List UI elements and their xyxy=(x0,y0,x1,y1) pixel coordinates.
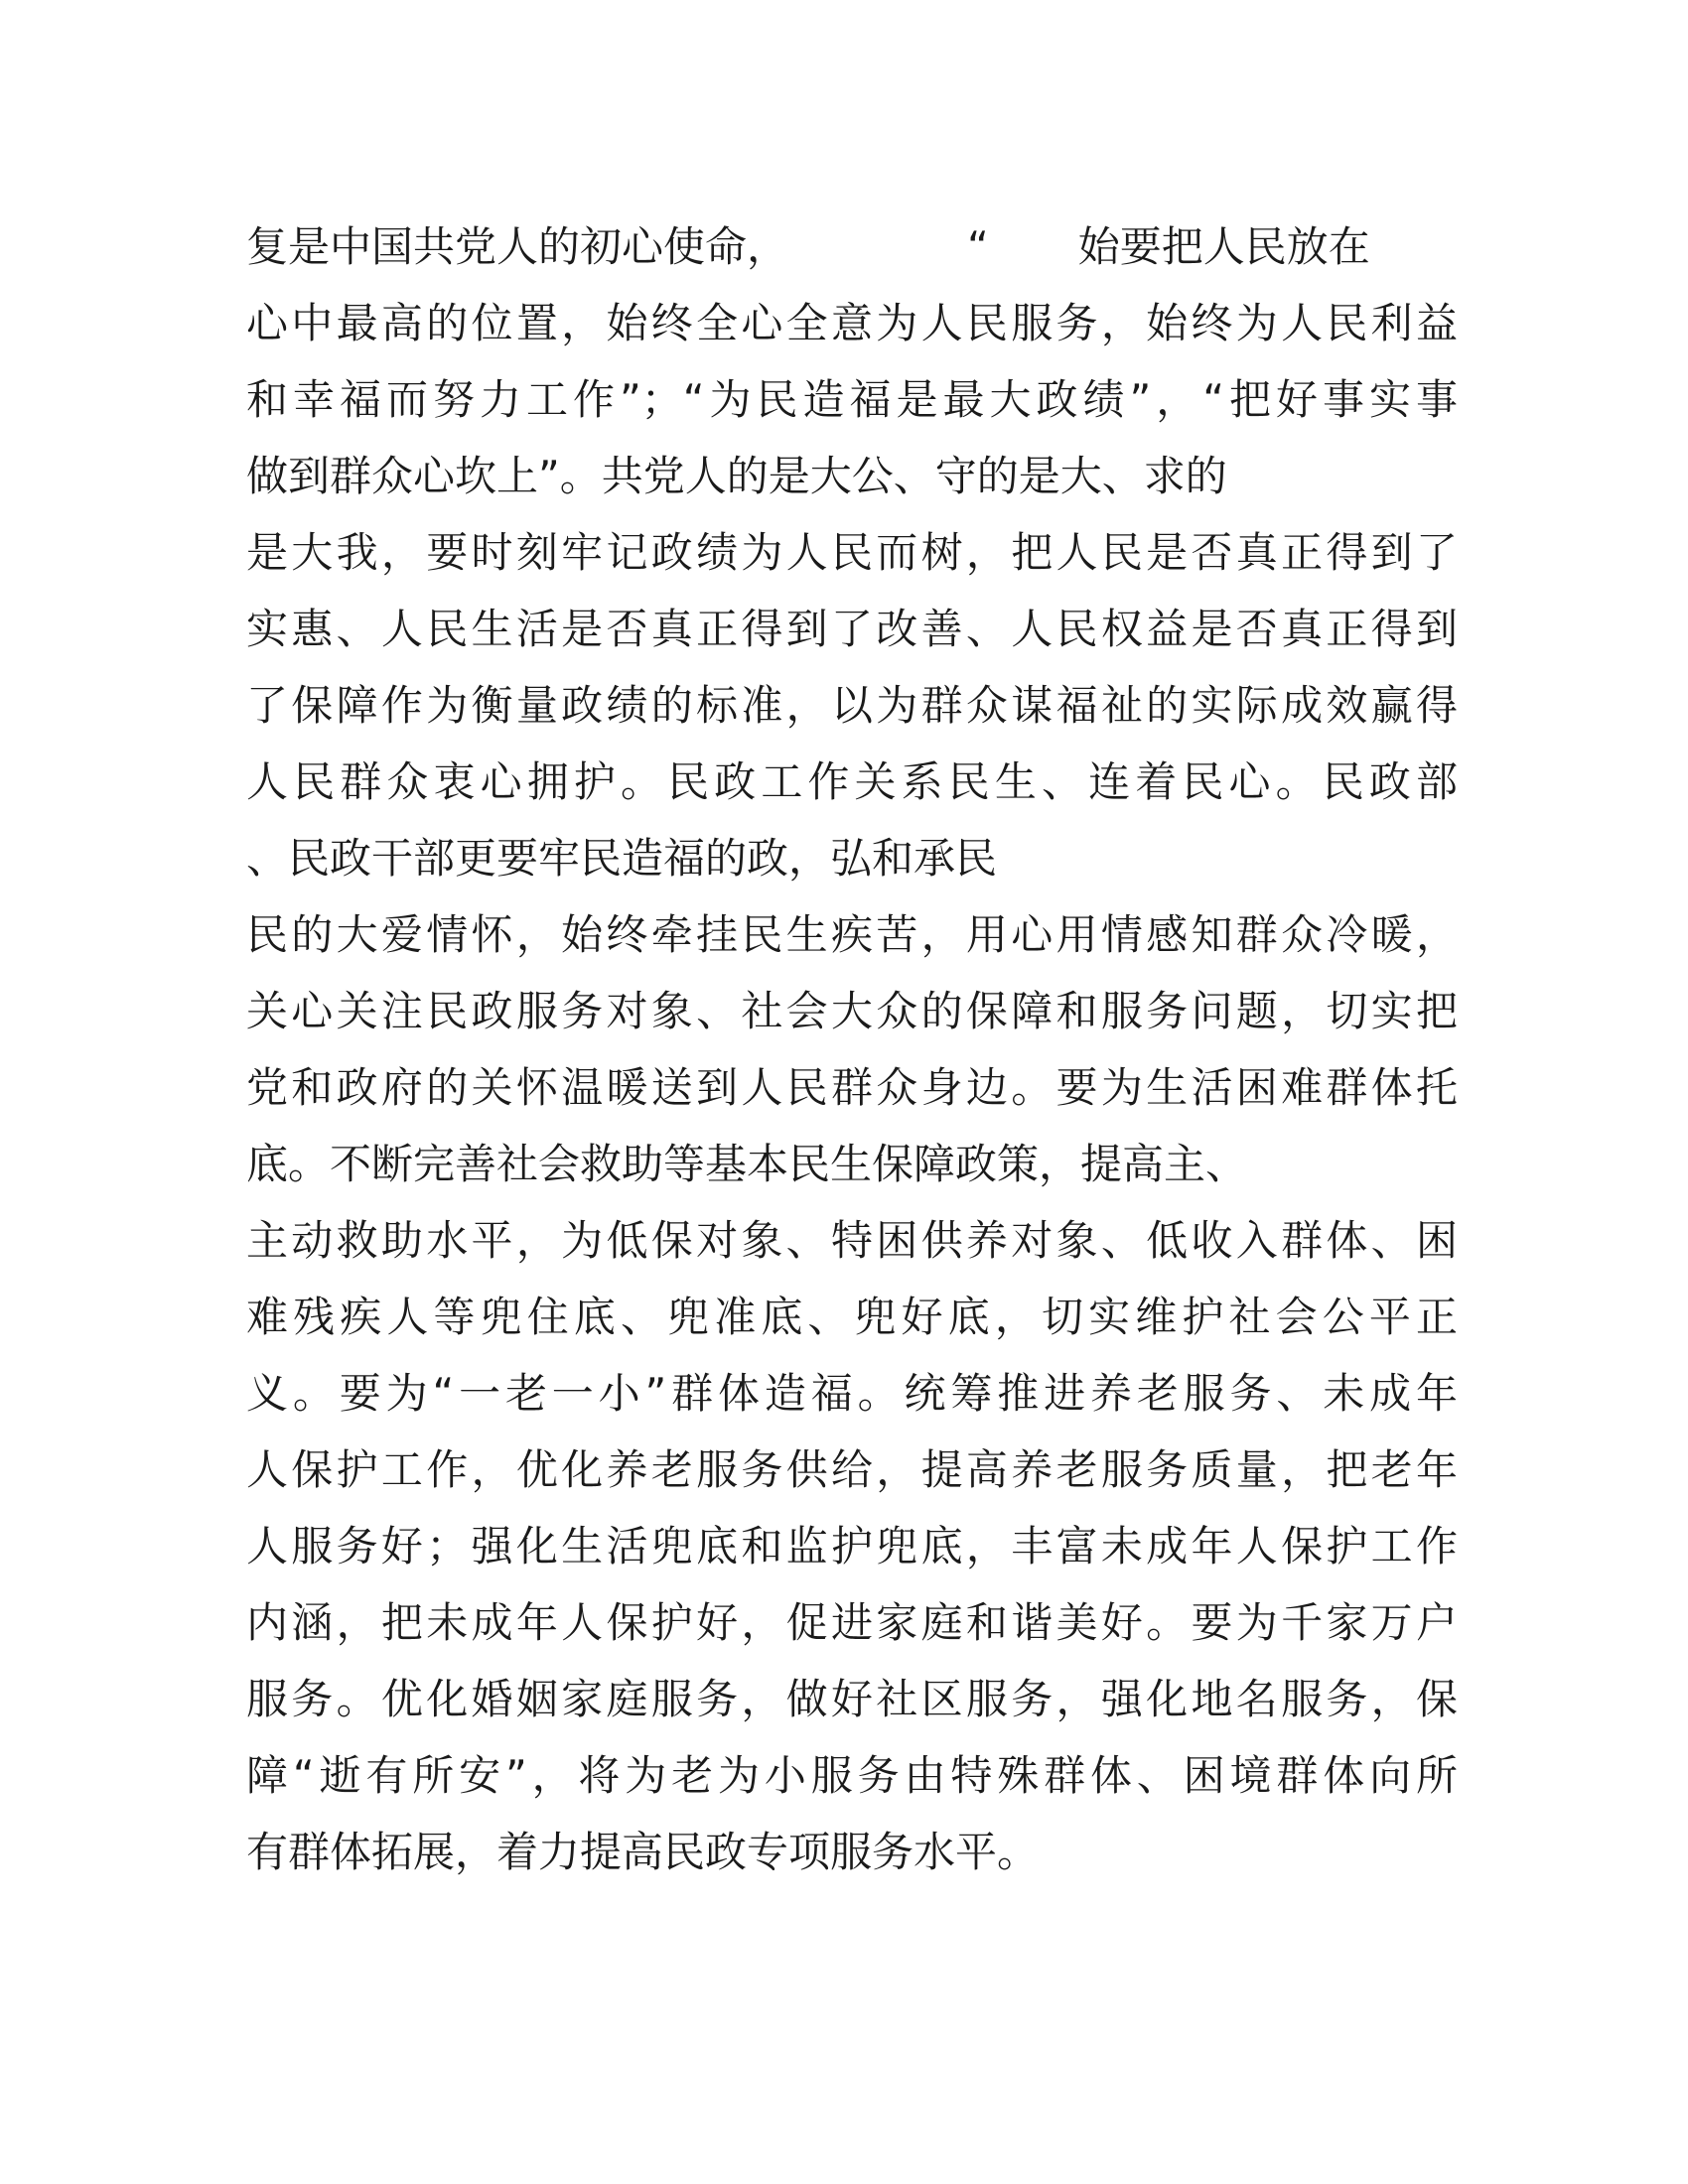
text-line: 人民群众衷心拥护。民政工作关系民生、连着民心。民政部 xyxy=(246,757,1458,806)
text-line: 有群体拓展，着力提高民政专项服务水平。 xyxy=(246,1828,1040,1876)
text-line: 做到群众心坎上”。共党人的是大公、守的是大、求的 xyxy=(246,452,1227,500)
text-segment: “ xyxy=(967,222,989,271)
text-line: 是大我，要时刻牢记政绩为人民而树，把人民是否真正得到了 xyxy=(246,528,1458,577)
body-text xyxy=(246,208,1458,1890)
text-line: 主动救助水平，为低保对象、特困供养对象、低收入群体、困 xyxy=(246,1216,1458,1265)
text-line: 义。要为“一老一小”群体造福。统筹推进养老服务、未成年 xyxy=(246,1369,1458,1418)
text-segment: 始要把人民放在 xyxy=(1077,222,1370,271)
text-line: 人保护工作，优化养老服务供给，提高养老服务质量，把老年 xyxy=(246,1445,1458,1494)
text-line: 了保障作为衡量政绩的标准，以为群众谋福祉的实际成效赢得 xyxy=(246,681,1458,730)
text-line: 底。不断完善社会救助等基本民生保障政策，提高主、 xyxy=(246,1140,1248,1188)
text-line: 党和政府的关怀温暖送到人民群众身边。要为生活困难群体托 xyxy=(246,1063,1458,1112)
text-segment: 复是中国共党人的初心使命， xyxy=(246,222,789,271)
text-line: 内涵，把未成年人保护好，促进家庭和谐美好。要为千家万户 xyxy=(246,1598,1458,1647)
text-line: 、民政干部更要牢民造福的政，弘和承民 xyxy=(246,834,998,883)
text-line: 人服务好；强化生活兜底和监护兜底，丰富未成年人保护工作 xyxy=(246,1522,1458,1570)
text-line: 和幸福而努力工作”；“为民造福是最大政绩”，“把好事实事 xyxy=(246,375,1458,424)
text-line: 心中最高的位置，始终全心全意为人民服务，始终为人民利益 xyxy=(246,299,1458,347)
text-line: 服务。优化婚姻家庭服务，做好社区服务，强化地名服务，保 xyxy=(246,1675,1458,1723)
text-line: 关心关注民政服务对象、社会大众的保障和服务问题，切实把 xyxy=(246,987,1458,1035)
text-line: 实惠、人民生活是否真正得到了改善、人民权益是否真正得到 xyxy=(246,605,1458,653)
text-line: 障“逝有所安”，将为老为小服务由特殊群体、困境群体向所 xyxy=(246,1751,1458,1800)
text-line: 民的大爱情怀，始终牵挂民生疾苦，用心用情感知群众冷暖， xyxy=(246,910,1458,959)
text-line xyxy=(246,208,1458,285)
text-line: 难残疾人等兜住底、兜准底、兜好底，切实维护社会公平正 xyxy=(246,1293,1458,1341)
